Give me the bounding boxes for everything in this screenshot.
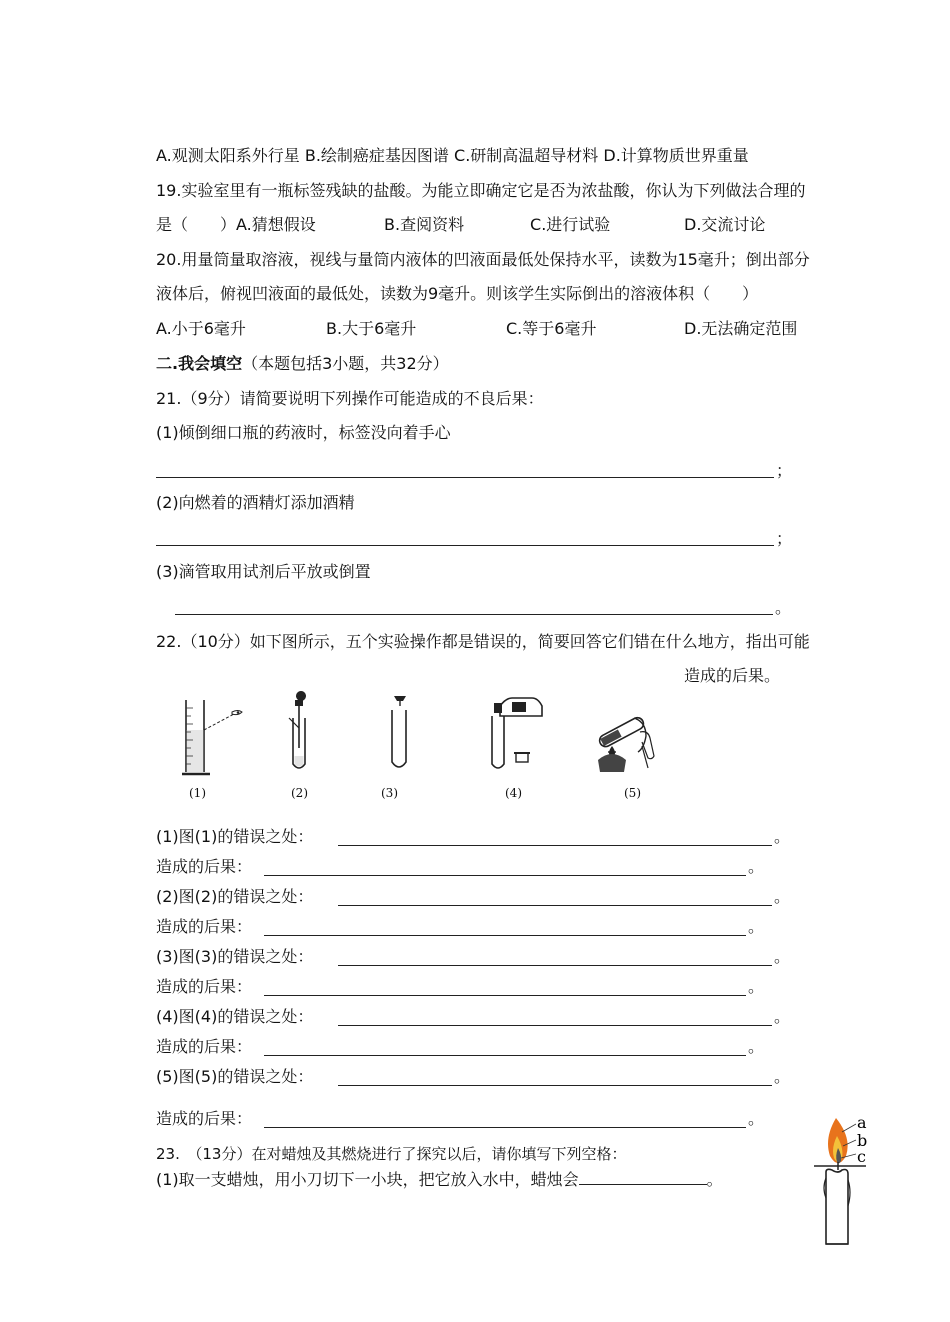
q22-error-prompt-3: (3)图(3)的错误之处： (156, 947, 314, 966)
q21-end-3: 。 (775, 598, 792, 617)
figure-4-label: (4) (505, 786, 522, 800)
q22-error-line-2[interactable] (338, 905, 772, 906)
q22-consequence-end-3: 。 (748, 977, 765, 996)
q23-item-1 (156, 1167, 723, 1191)
q23-item-1-blank[interactable] (579, 1167, 707, 1185)
q22-error-prompt-4: (4)图(4)的错误之处： (156, 1007, 314, 1026)
q18-option-b: B.绘制癌症基因图谱 (304, 146, 449, 165)
q23-item-1-text: (1)取一支蜡烛，用小刀切下一小块，把它放入水中，蜡烛会 (156, 1170, 579, 1189)
q22-consequence-line-4[interactable] (264, 1055, 746, 1056)
q20-options (156, 318, 797, 340)
q22-consequence-line-2[interactable] (264, 935, 746, 936)
q22-error-end-5: 。 (774, 1067, 791, 1086)
q21-answer-line-3[interactable] (175, 614, 773, 615)
q22-error-end-1: 。 (774, 827, 791, 846)
q22-error-end-3: 。 (774, 947, 791, 966)
q18-option-d: D.计算物质世界重量 (603, 146, 749, 165)
q19-option-a: A.猜想假设 (236, 215, 316, 234)
q19-stem-line1: 19.实验室里有一瓶标签残缺的盐酸。为能立即确定它是否为浓盐酸，你认为下列做法合理的 (156, 181, 806, 200)
q22-stem-cont: 造成的后果。 (684, 666, 781, 685)
q22-consequence-end-2: 。 (748, 917, 765, 936)
q20-stem-line1: 20.用量筒量取溶液，视线与量筒内液体的凹液面最低处保持水平，读数为15毫升；倒出部分 (156, 250, 810, 269)
section2-note: （本题包括3小题，共32分） (242, 354, 449, 373)
q22-consequence-prompt-4: 造成的后果： (156, 1037, 253, 1056)
q18-option-c: C.研制高温超导材料 (454, 146, 599, 165)
q20-stem-line2: 液体后，俯视凹液面的最低处，读数为9毫升。则该学生实际倒出的溶液体积（ ） (156, 284, 759, 303)
q20-option-a: A.小于6毫升 (156, 319, 246, 338)
q20-option-c: C.等于6毫升 (506, 319, 597, 338)
flame-label-a: a (857, 1113, 867, 1132)
q22-consequence-line-1[interactable] (264, 875, 746, 876)
figure-5-heating-test-tube (590, 690, 670, 780)
q21-stem: 21.（9分）请简要说明下列操作可能造成的不良后果： (156, 389, 544, 408)
q22-error-prompt-5: (5)图(5)的错误之处： (156, 1067, 314, 1086)
q21-end-1: ； (776, 461, 793, 480)
q22-consequence-end-4: 。 (748, 1037, 765, 1056)
q22-consequence-line-3[interactable] (264, 995, 746, 996)
q22-error-end-4: 。 (774, 1007, 791, 1026)
q21-answer-line-2[interactable] (156, 545, 774, 546)
q22-consequence-prompt-2: 造成的后果： (156, 917, 253, 936)
q22-error-line-5[interactable] (338, 1085, 772, 1086)
q18-options (156, 145, 749, 167)
q21-end-2: ； (776, 529, 793, 548)
figure-4-reagent-bottle (486, 690, 556, 780)
q21-answer-line-1[interactable] (156, 477, 774, 478)
q22-error-end-2: 。 (774, 887, 791, 906)
flame-label-c: c (857, 1147, 866, 1166)
q19-option-d: D.交流讨论 (684, 215, 766, 234)
q19-option-c: C.进行试验 (530, 215, 611, 234)
q21-item-3: (3)滴管取用试剂后平放或倒置 (156, 562, 371, 581)
flame-label-b: b (857, 1131, 868, 1150)
q22-consequence-prompt-1: 造成的后果： (156, 857, 253, 876)
figure-1-label: (1) (189, 786, 206, 800)
q21-item-2: (2)向燃着的酒精灯添加酒精 (156, 493, 355, 512)
q23-item-1-end: 。 (706, 1170, 723, 1189)
figure-3-test-tube (380, 690, 420, 780)
q22-stem: 22.（10分）如下图所示，五个实验操作都是错误的，简要回答它们错在什么地方，指出可能 (156, 632, 810, 651)
q22-consequence-end-5: 。 (748, 1109, 765, 1128)
q20-option-d: D.无法确定范围 (684, 319, 798, 338)
q19-stem-line2 (156, 214, 765, 236)
q22-consequence-prompt-5: 造成的后果： (156, 1109, 253, 1128)
figure-1-graduated-cylinder (180, 690, 250, 780)
figure-2-dropper-in-tube (284, 690, 324, 780)
figure-2-label: (2) (291, 786, 308, 800)
q23-stem: 23. （13分）在对蜡烛及其燃烧进行了探究以后，请你填写下列空格： (156, 1145, 627, 1163)
candle-flame-diagram (812, 1108, 874, 1250)
q21-item-1: (1)倾倒细口瓶的药液时，标签没向着手心 (156, 423, 451, 442)
q22-error-line-1[interactable] (338, 845, 772, 846)
q22-error-line-3[interactable] (338, 965, 772, 966)
figure-5-label: (5) (624, 786, 641, 800)
q20-option-b: B.大于6毫升 (326, 319, 417, 338)
figure-3-label: (3) (381, 786, 398, 800)
section2-heading (156, 353, 449, 375)
q19-stem-line2-text: 是（ ） (156, 215, 237, 234)
q18-option-a: A.观测太阳系外行星 (156, 146, 300, 165)
q22-consequence-prompt-3: 造成的后果： (156, 977, 253, 996)
q22-error-prompt-2: (2)图(2)的错误之处： (156, 887, 314, 906)
q22-error-line-4[interactable] (338, 1025, 772, 1026)
q19-option-b: B.查阅资料 (384, 215, 465, 234)
q22-consequence-line-5[interactable] (264, 1127, 746, 1128)
q22-error-prompt-1: (1)图(1)的错误之处： (156, 827, 314, 846)
section2-title: 二.我会填空 (156, 354, 243, 373)
q22-consequence-end-1: 。 (748, 857, 765, 876)
